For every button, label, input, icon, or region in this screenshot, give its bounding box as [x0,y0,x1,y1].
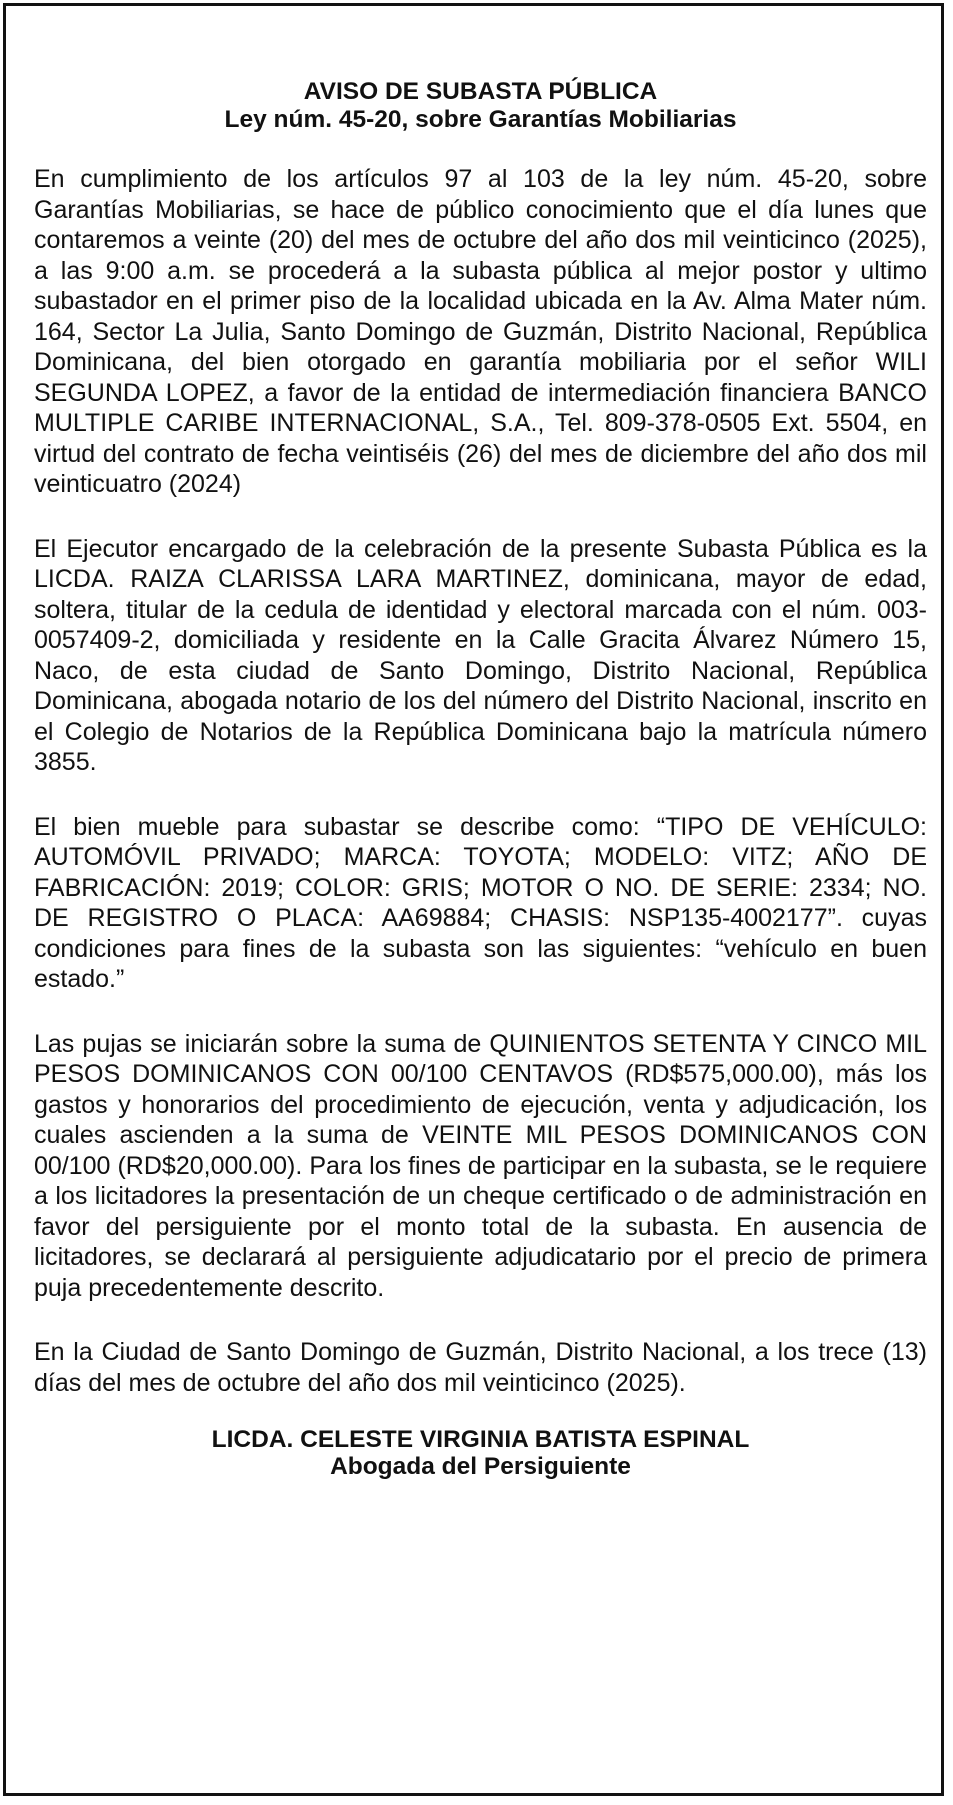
signature-name: LICDA. CELESTE VIRGINIA BATISTA ESPINAL [211,1426,750,1453]
paragraph-bidding-terms: Las pujas se iniciarán sobre la suma de QUINIENTOS SETENTA Y CINCO MIL PESOS DOMINICANOS CON 00/100 CENTAVOS (RD$575,000.00), más los gastos y honorarios del procedimiento de ejecución, venta y adjudicación, los cuales ascienden a la suma de VEINTE MIL PESOS DOMINICANOS CON 00/100 (RD$20,000.00). Para los fines de participar en la subasta, se le requiere a los licitadores la presentación de un cheque certificado o de administración en favor del persiguiente por el monto total de la subasta. En ausencia de licitadores, se declarará al persiguiente adjudicatario por el precio de primera puja precedentemente descrito. [34,1029,927,1302]
paragraph-asset-description: El bien mueble para subastar se describe como: “TIPO DE VEHÍCULO: AUTOMÓVIL PRIVADO; MARCA: TOYOTA; MODELO: VITZ; AÑO DE FABRICACIÓN: 2019; COLOR: GRIS; MOTOR O NO. DE SERIE: 2334; NO. DE REGISTRO O PLACA: AA69884; CHASIS: NSP135-4002177”. cuyas condiciones para fines de la subasta son las siguientes: “vehículo en buen estado.” [34,812,927,993]
notice-title: AVISO DE SUBASTA PÚBLICA [303,78,658,105]
signature-block [34,1426,927,1480]
notice-body [34,78,927,1480]
paragraph-executor: El Ejecutor encargado de la celebración de la presente Subasta Pública es la LICDA. RAIZA CLARISSA LARA MARTINEZ, dominicana, mayor de edad, soltera, titular de la cedula de identidad y electoral marcada con el núm. 003-0057409-2, domiciliada y residente en la Calle Gracita Álvarez Número 15, Naco, de esta ciudad de Santo Domingo, Distrito Nacional, República Dominicana, abogada notario de los del número del Distrito Nacional, inscrito en el Colegio de Notarios de la República Dominicana bajo la matrícula número 3855. [34,534,927,776]
notice-subtitle: Ley núm. 45-20, sobre Garantías Mobiliarias [224,106,737,133]
paragraph-announcement: En cumplimiento de los artículos 97 al 103 de la ley núm. 45-20, sobre Garantías Mobiliarias, se hace de público conocimiento que el día lunes que contaremos a veinte (20) del mes de octubre del año dos mil veinticinco (2025), a las 9:00 a.m. se procederá a la subasta pública al mejor postor y ultimo subastador en el primer piso de la localidad ubicada en la Av. Alma Mater núm. 164, Sector La Julia, Santo Domingo de Guzmán, Distrito Nacional, República Dominicana, del bien otorgado en garantía mobiliaria por el señor WILI SEGUNDA LOPEZ, a favor de la entidad de intermediación financiera BANCO MULTIPLE CARIBE INTERNACIONAL, S.A., Tel. 809-378-0505 Ext. 5504, en virtud del contrato de fecha veintiséis (26) del mes de diciembre del año dos mil veinticuatro (2024) [34,165,927,498]
notice-frame [3,3,944,1796]
paragraph-place-date: En la Ciudad de Santo Domingo de Guzmán, Distrito Nacional, a los trece (13) días del mes de octubre del año dos mil veinticinco (2025). [34,1338,927,1397]
signature-role: Abogada del Persiguiente [330,1453,631,1480]
